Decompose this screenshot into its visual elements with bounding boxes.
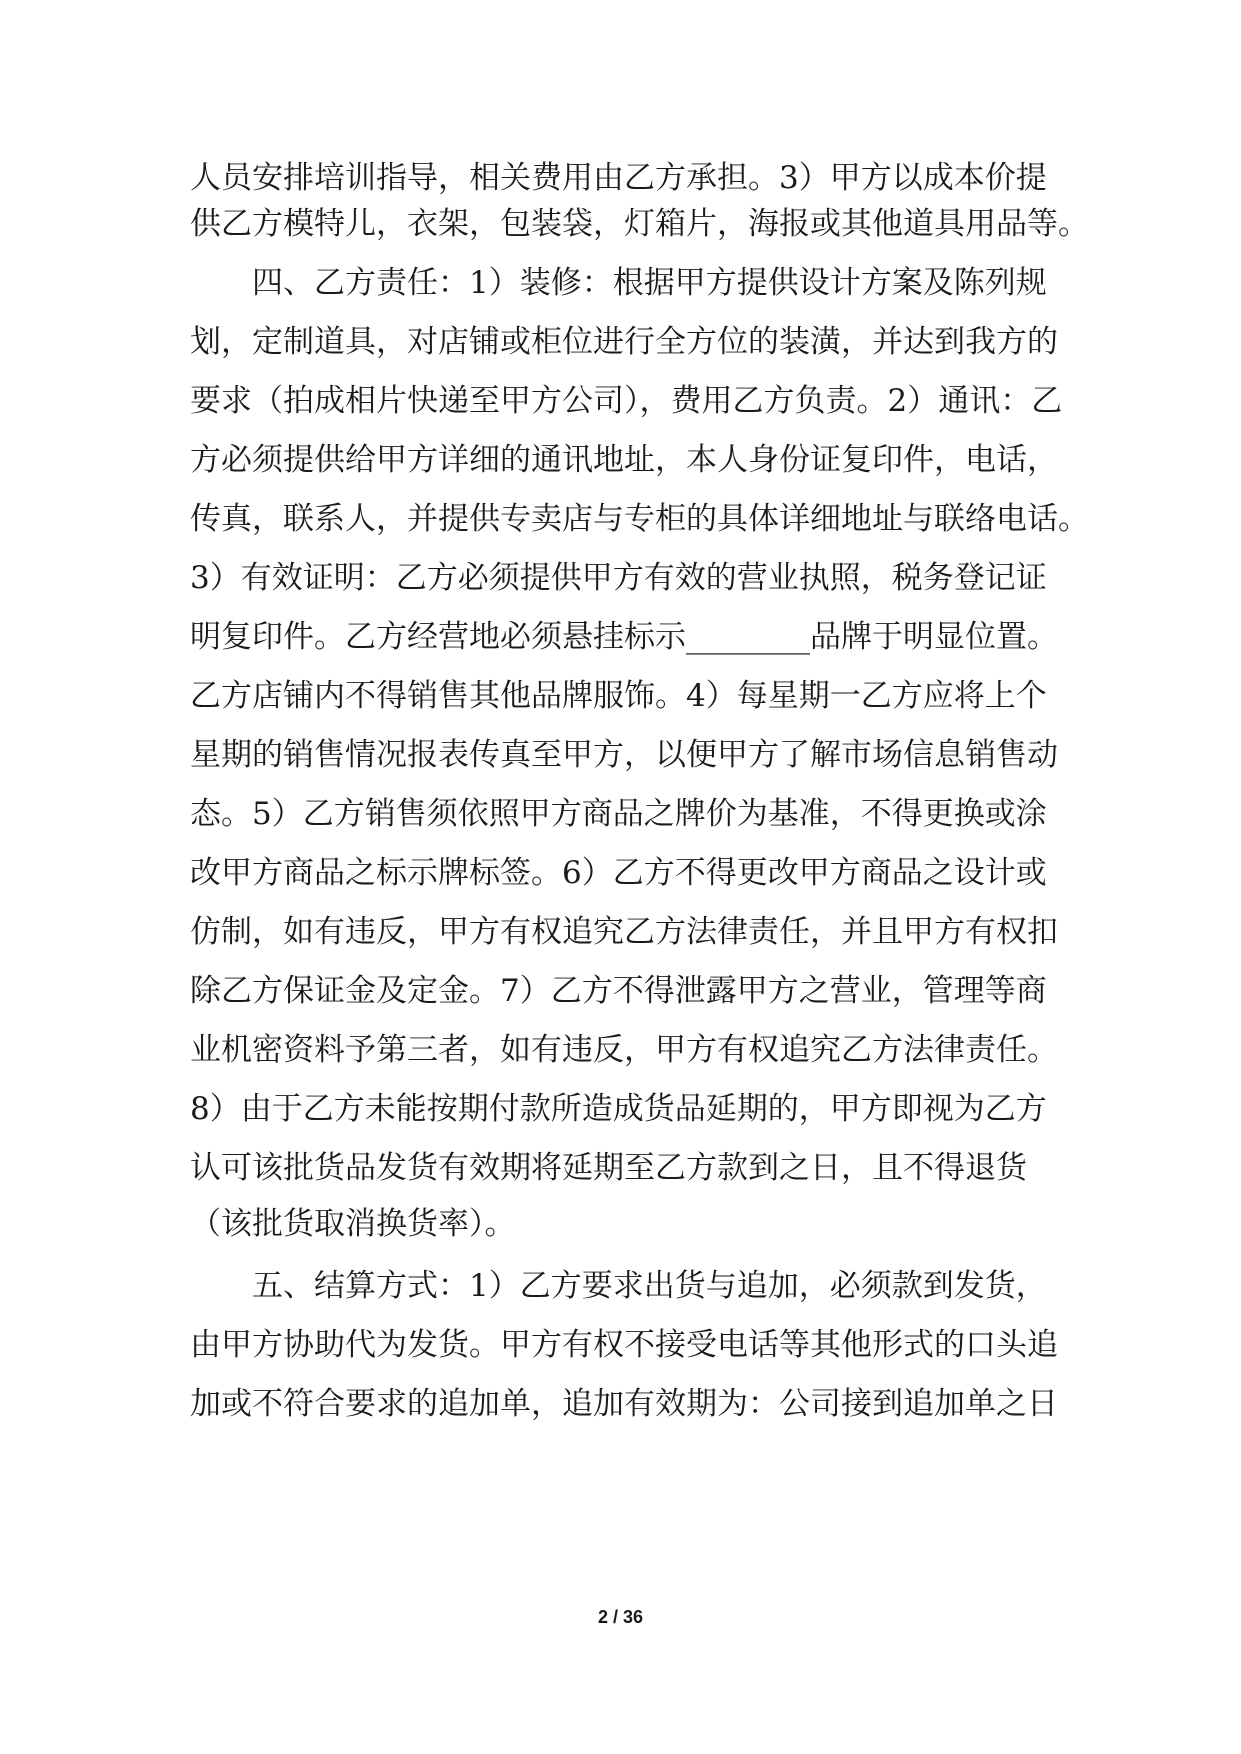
text-line: 仿制，如有违反，甲方有权追究乙方法律责任，并且甲方有权扣 — [190, 914, 1058, 950]
text-line: 人员安排培训指导，相关费用由乙方承担。3）甲方以成本价提 — [190, 160, 1047, 196]
text-line: 划，定制道具，对店铺或柜位进行全方位的装潢，并达到我方的 — [190, 324, 1058, 360]
text-line: （该批货取消换货率）。 — [190, 1206, 516, 1242]
page-number: 2 / 36 — [597, 1607, 644, 1627]
text-line: 传真，联系人，并提供专卖店与专柜的具体详细地址与联络电话。 — [190, 501, 1089, 537]
text-line: 乙方店铺内不得销售其他品牌服饰。4）每星期一乙方应将上个 — [190, 678, 1047, 714]
text-line: 方必须提供给甲方详细的通讯地址，本人身份证复印件，电话， — [190, 442, 1058, 478]
text-line: 8）由于乙方未能按期付款所造成货品延期的，甲方即视为乙方 — [190, 1091, 1047, 1127]
text-line: 加或不符合要求的追加单，追加有效期为：公司接到追加单之日 — [190, 1386, 1058, 1422]
text-line: 除乙方保证金及定金。7）乙方不得泄露甲方之营业，管理等商 — [190, 973, 1047, 1009]
text-line: 3）有效证明：乙方必须提供甲方有效的营业执照，税务登记证 — [190, 560, 1047, 596]
text-line: 要求（拍成相片快递至甲方公司），费用乙方负责。2）通讯：乙 — [190, 383, 1063, 419]
text-line: 态。5）乙方销售须依照甲方商品之牌价为基准，不得更换或涂 — [190, 796, 1047, 832]
text-line: 星期的销售情况报表传真至甲方，以便甲方了解市场信息销售动 — [190, 737, 1058, 773]
paragraph-start-line: 四、乙方责任：1）装修：根据甲方提供设计方案及陈列规 — [252, 265, 1047, 301]
text-line: 改甲方商品之标示牌标签。6）乙方不得更改甲方商品之设计或 — [190, 855, 1047, 891]
text-line: 明复印件。乙方经营地必须悬挂标示________品牌于明显位置。 — [190, 619, 1058, 655]
text-line: 认可该批货品发货有效期将延期至乙方款到之日，且不得退货 — [190, 1150, 1027, 1186]
paragraph-start-line: 五、结算方式：1）乙方要求出货与追加，必须款到发货， — [252, 1268, 1047, 1304]
text-line: 由甲方协助代为发货。甲方有权不接受电话等其他形式的口头追 — [190, 1327, 1058, 1363]
text-line: 供乙方模特儿，衣架，包装袋，灯箱片，海报或其他道具用品等。 — [190, 206, 1089, 242]
text-line: 业机密资料予第三者，如有违反，甲方有权追究乙方法律责任。 — [190, 1032, 1058, 1068]
